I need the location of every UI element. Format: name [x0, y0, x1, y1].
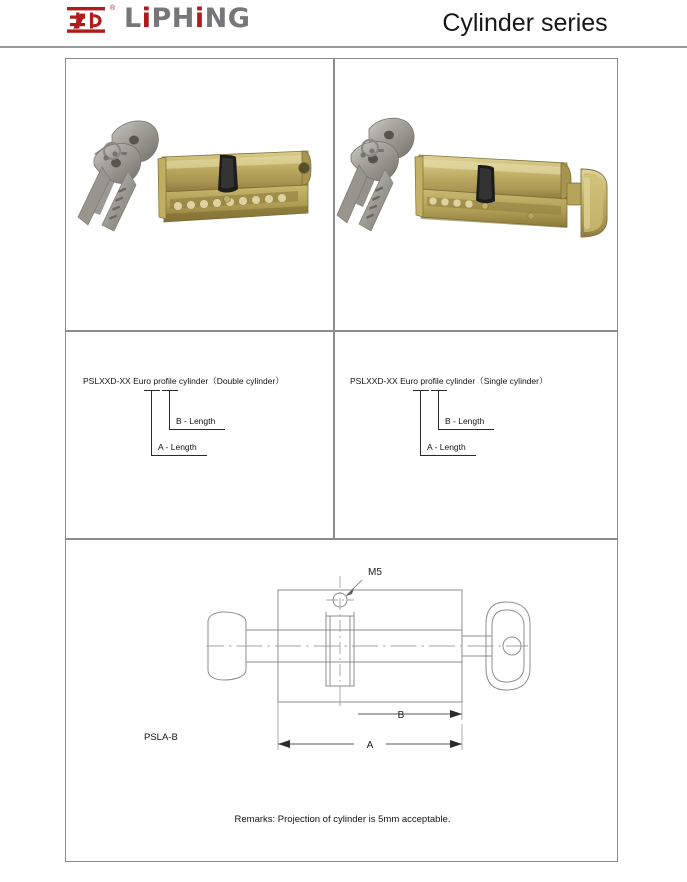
brand-logo: [66, 4, 250, 36]
spec-cell-double-cylinder: [66, 332, 333, 538]
header-divider: [0, 46, 687, 48]
callout-vbar-a-double: [151, 390, 152, 456]
spec-title-single: PSLXXD-XX Euro profile cylinder（Single cylinder）: [350, 376, 548, 386]
euro-cylinder-double-photo-icon: [66, 59, 333, 330]
liphing-logo-mark-icon: [66, 4, 110, 36]
technical-drawing-cell: [66, 540, 619, 861]
page-header: [0, 0, 687, 47]
callout-label-b-single: B - Length: [445, 416, 485, 426]
registered-trademark-icon: ®: [110, 5, 116, 12]
callout-underline-a-single: [420, 455, 476, 456]
photo-cell-double-cylinder: [66, 59, 333, 330]
spec-callout-double: [66, 332, 333, 538]
content-grid: [65, 58, 618, 862]
callout-vbar-a-single: [420, 390, 421, 456]
brand-wordmark: [124, 4, 250, 34]
euro-cylinder-single-photo-icon: [335, 59, 619, 330]
callout-underline-b-double: [169, 429, 225, 430]
brand-wordmark-text: LiPHiNG: [124, 3, 251, 34]
svg-text:B: B: [397, 710, 405, 721]
svg-text:M5: M5: [368, 567, 382, 578]
spec-title-double: PSLXXD-XX Euro profile cylinder（Double cylinder）: [83, 376, 284, 386]
cylinder-cross-section-drawing-icon: [206, 558, 536, 803]
technical-model-label: PSLA-B: [144, 732, 178, 743]
technical-remarks: Remarks: Projection of cylinder is 5mm acceptable.: [234, 814, 451, 825]
photo-cell-single-cylinder: [335, 59, 619, 330]
callout-vbar-b-double: [169, 390, 170, 430]
callout-label-b-double: B - Length: [176, 416, 216, 426]
callout-label-a-double: A - Length: [158, 442, 197, 452]
callout-vbar-b-single: [438, 390, 439, 430]
page-title: Cylinder series: [442, 9, 608, 37]
callout-underline-b-single: [438, 429, 494, 430]
spec-callout-single: [335, 332, 619, 538]
svg-text:A: A: [366, 740, 374, 751]
callout-underline-a-double: [151, 455, 207, 456]
callout-label-a-single: A - Length: [427, 442, 466, 452]
spec-cell-single-cylinder: [335, 332, 619, 538]
